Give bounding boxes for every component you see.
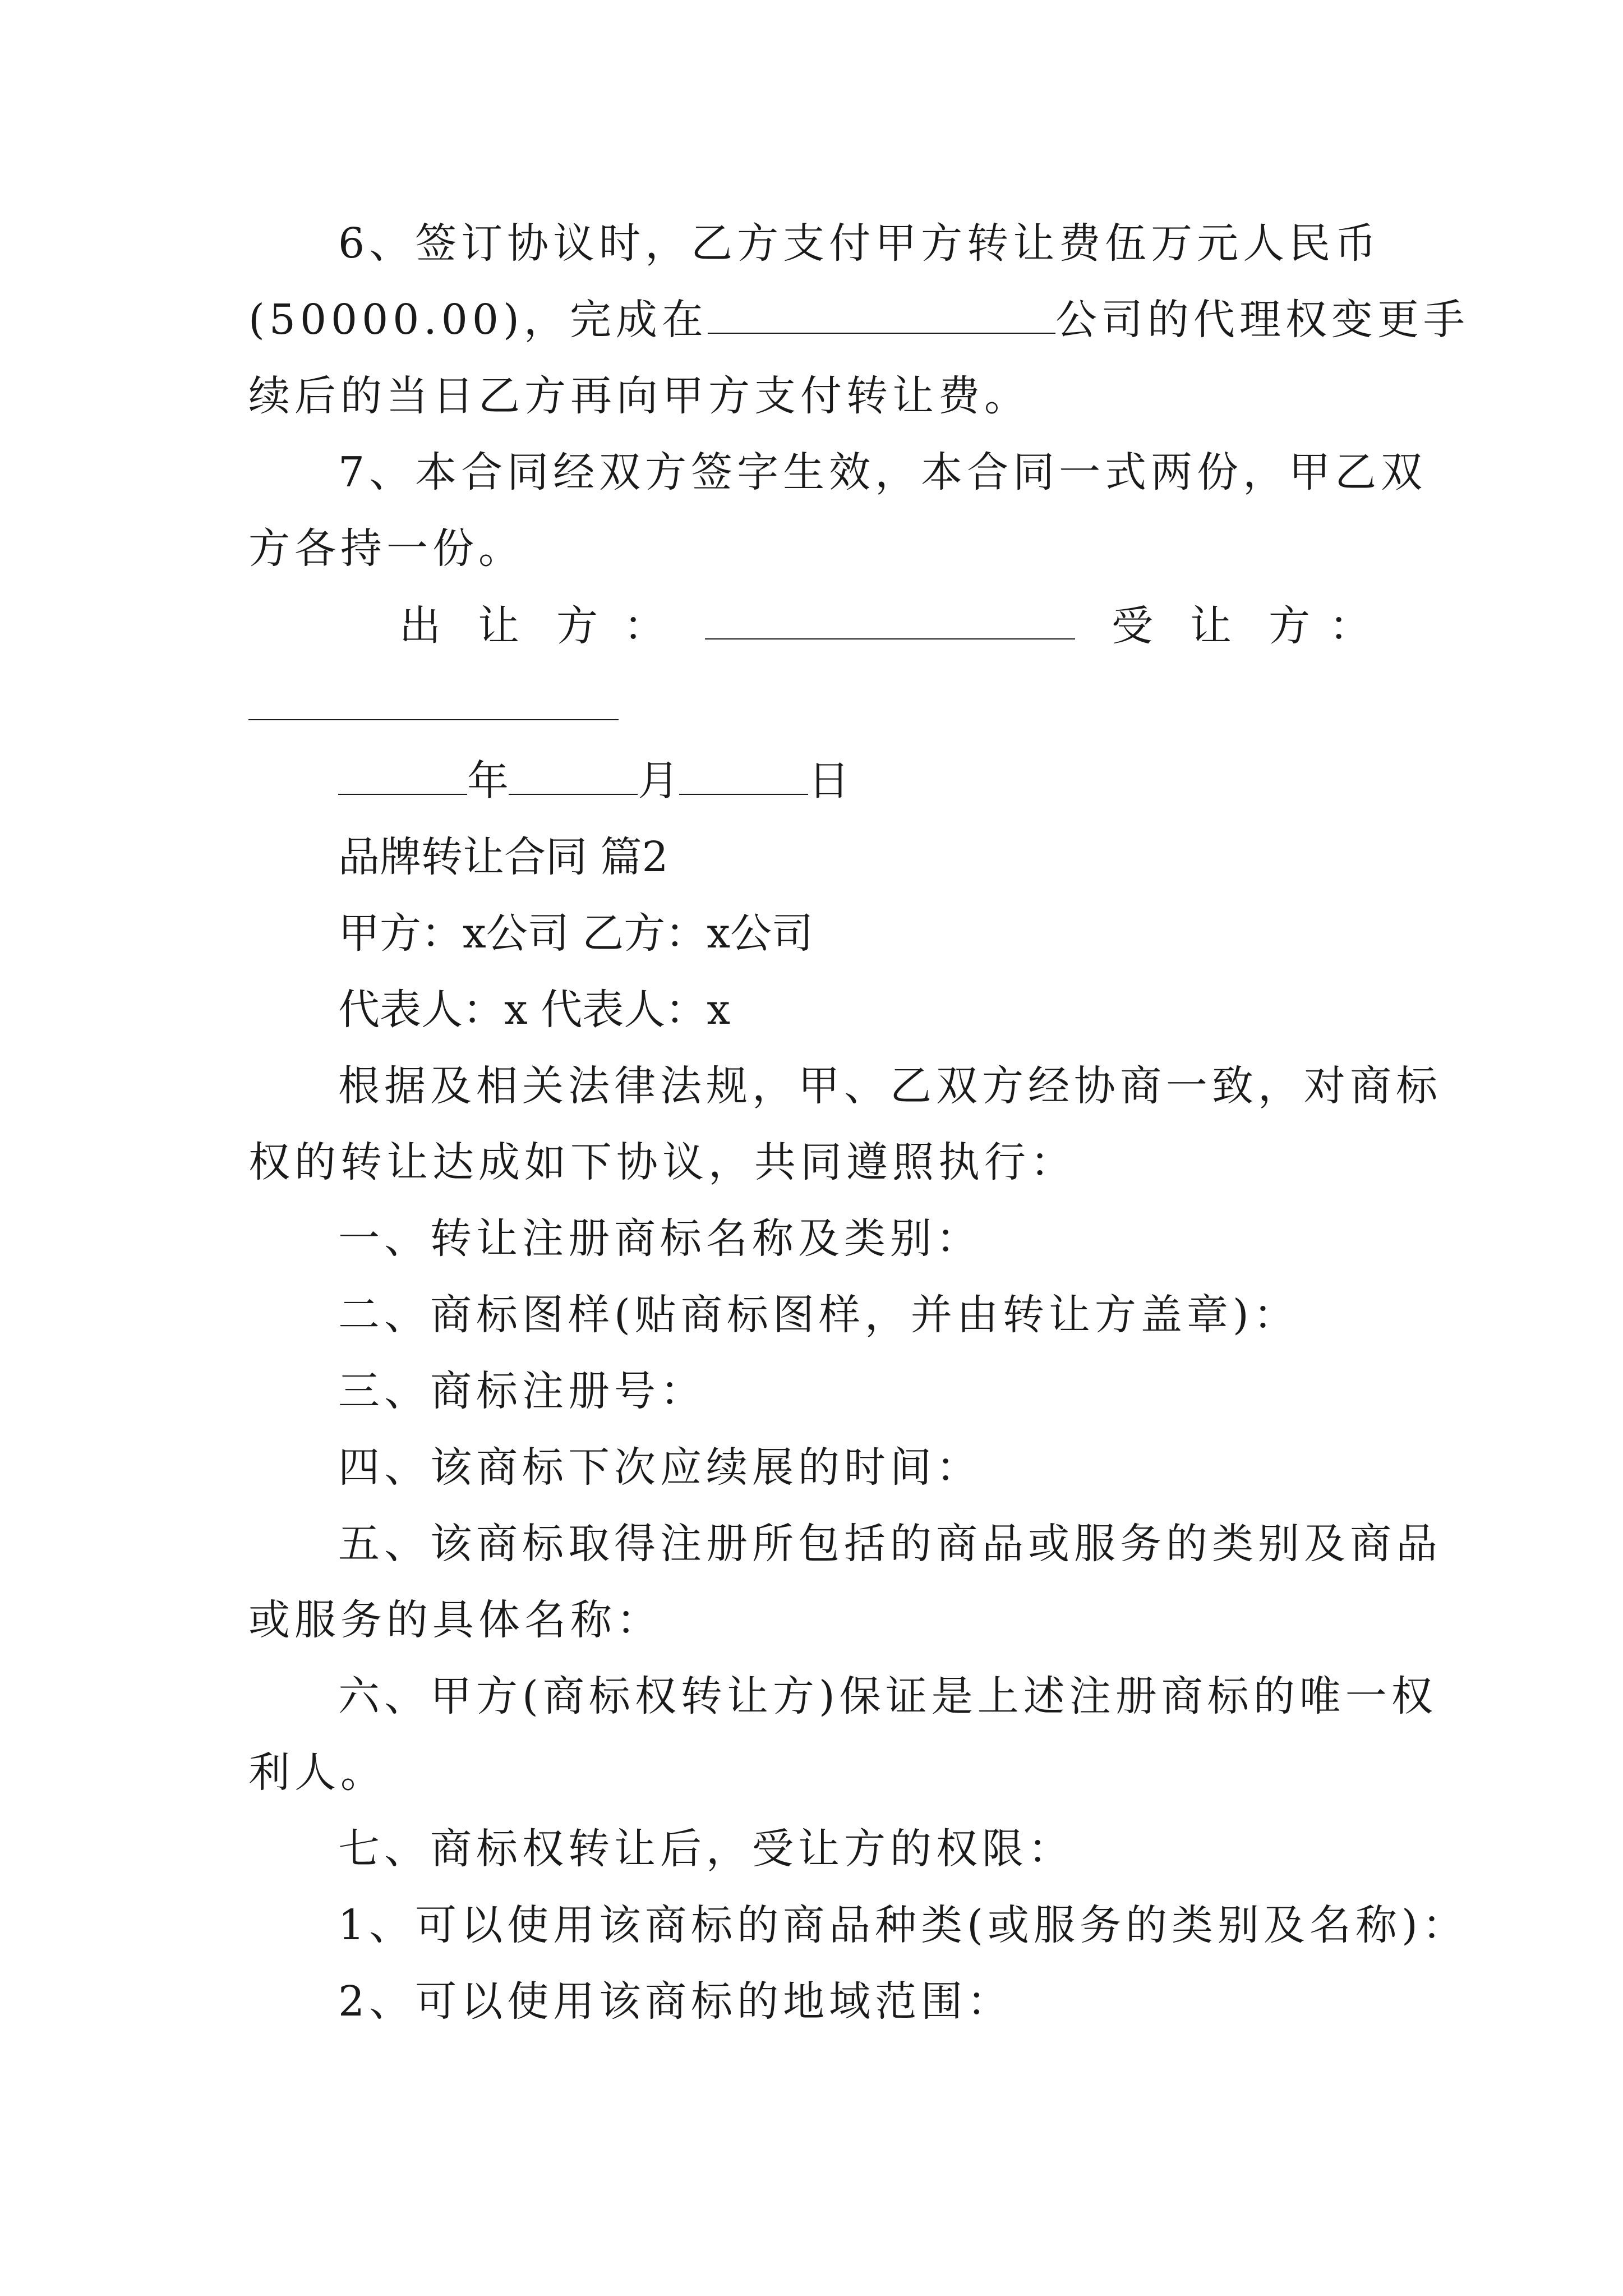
clause-6-line-1: 6、签订协议时，乙方支付甲方转让费伍万元人民币 (338, 219, 1381, 268)
item-6-line-1: 六、甲方(商标权转让方)保证是上述注册商标的唯一权 (338, 1672, 1437, 1720)
representatives-line: 代表人：x 代表人：x (338, 986, 730, 1034)
month-blank (509, 753, 638, 795)
item-5-line-1: 五、该商标取得注册所包括的商品或服务的类别及商品 (338, 1520, 1442, 1568)
item-7: 七、商标权转让后，受让方的权限： (338, 1825, 1074, 1873)
item-7-sub-1: 1、可以使用该商标的商品种类(或服务的类别及名称)： (338, 1901, 1468, 1949)
day-blank (679, 753, 808, 795)
transferor-signature-blank (705, 598, 1075, 639)
transferee-char-3: 方 (1269, 602, 1310, 650)
transferee-char-1: 受 (1112, 602, 1153, 650)
signature-row (399, 598, 1371, 654)
parties-line: 甲方：x公司 乙方：x公司 (338, 909, 813, 958)
year-blank (338, 753, 467, 795)
clause-7-line-1: 7、本合同经双方签字生效，本合同一式两份，甲乙双 (338, 448, 1427, 496)
date-line (338, 753, 850, 809)
transferor-char-2: 让 (478, 602, 519, 650)
transferee-char-4: ： (1329, 602, 1371, 650)
intro-line-2: 权的转让达成如下协议，共同遵照执行： (248, 1138, 1076, 1186)
transferor-char-4: ： (624, 602, 665, 650)
transferor-char-1: 出 (399, 602, 441, 650)
clause-7-line-2: 方各持一份。 (248, 524, 524, 573)
clause-6-line-2-end: 公司的代理权变更手 (1055, 296, 1469, 344)
item-6-line-2: 利人。 (248, 1749, 386, 1797)
clause-6-line-2 (248, 292, 1469, 348)
transferee-char-2: 让 (1190, 602, 1232, 650)
month-label: 月 (638, 757, 679, 805)
day-label: 日 (808, 757, 850, 805)
item-2: 二、商标图样(贴商标图样，并由转让方盖章)： (338, 1291, 1299, 1339)
transferor-char-3: 方 (556, 602, 598, 650)
company-blank (708, 292, 1055, 334)
item-5-line-2: 或服务的具体名称： (248, 1596, 662, 1644)
transferee-signature-blank (248, 719, 619, 720)
item-7-sub-2: 2、可以使用该商标的地域范围： (338, 1977, 1013, 2026)
intro-line-1: 根据及相关法律法规，甲、乙双方经协商一致，对商标 (338, 1062, 1442, 1110)
clause-6-line-3: 续后的当日乙方再向甲方支付转让费。 (248, 372, 1030, 420)
year-label: 年 (467, 757, 509, 805)
clause-6-line-2-start: (50000.00)，完成在 (248, 296, 708, 344)
contract-title: 品牌转让合同 篇2 (338, 833, 668, 881)
item-3: 三、商标注册号： (338, 1367, 706, 1415)
item-1: 一、转让注册商标名称及类别： (338, 1214, 982, 1263)
item-4: 四、该商标下次应续展的时间： (338, 1443, 982, 1492)
